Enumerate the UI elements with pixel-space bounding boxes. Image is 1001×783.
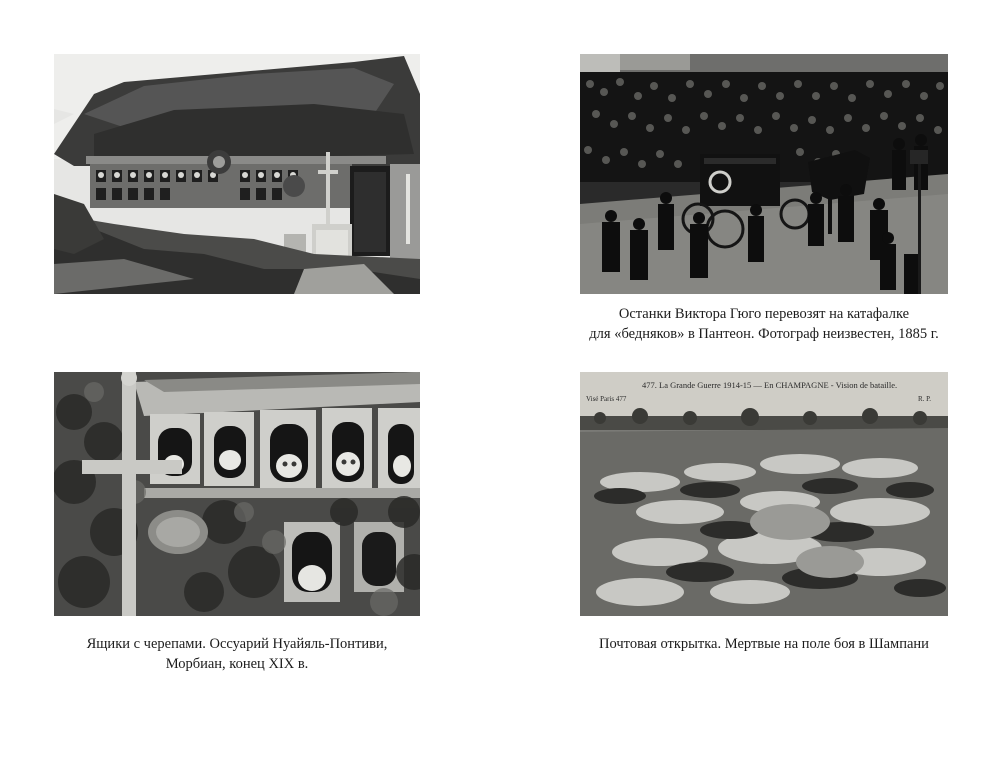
caption-hugo-line-2: для «бедняков» в Пантеон. Фотограф неизвестен, 1885 г.: [589, 326, 939, 342]
photo-skull-boxes: [54, 372, 420, 616]
photo-battlefield-postcard: [580, 372, 948, 616]
caption-ossuary-line-1: Ящики с черепами. Оссуарий Нуайяль-Понтиви,: [86, 636, 388, 652]
caption-hugo-line-1: Останки Виктора Гюго перевозят на катафалке: [618, 306, 910, 322]
caption-ossuary-line-2: Морбиан, конец XIX в.: [165, 656, 309, 672]
caption-ossuary: [30, 634, 444, 674]
caption-postcard-line-1: Почтовая открытка. Мертвые на поле боя в Шампани: [599, 636, 929, 652]
caption-battlefield-postcard: [556, 634, 972, 654]
caption-hugo-hearse: [556, 304, 972, 344]
postcard-rp: R. P.: [918, 395, 932, 403]
photo-hugo-hearse: [580, 54, 948, 294]
photo-ossuary-hut: [54, 54, 420, 294]
postcard-vise: Visé Paris 477: [586, 395, 627, 403]
postcard-title: 477. La Grande Guerre 1914-15 — En CHAMPAGNE - Vision de bataille.: [642, 380, 898, 390]
